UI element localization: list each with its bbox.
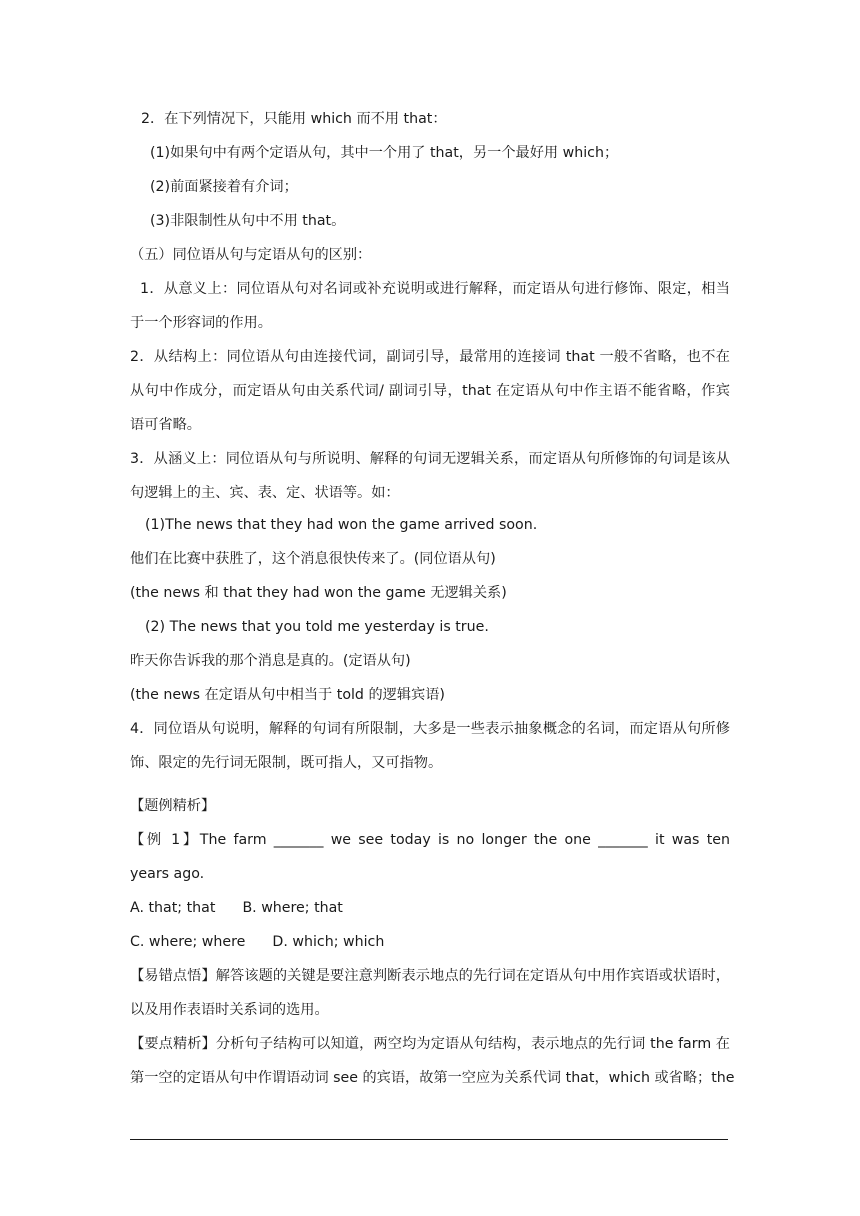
error-tip-line-1: 【易错点悟】解答该题的关键是要注意判断表示地点的先行词在定语从句中用作宾语或状语时， <box>130 968 730 984</box>
rule-2-heading: 2．在下列情况下，只能用 which 而不用 that： <box>141 111 447 127</box>
question-1-options-cd: C. where; where D. which; which <box>130 934 385 950</box>
error-tip-line-2: 以及用作表语时关系词的选用。 <box>130 1002 329 1018</box>
rule-2-item-2: (2)前面紧接着有介词； <box>150 179 298 195</box>
point-2-line-2: 从句中作成分，而定语从句由关系代词/ 副词引导，that 在定语从句中作主语不能省略，作宾 <box>130 383 730 399</box>
section-5-heading: （五）同位语从句与定语从句的区别： <box>130 247 372 263</box>
rule-2-item-3: (3)非限制性从句中不用 that。 <box>150 213 346 229</box>
example-2-note: (the news 在定语从句中相当于 told 的逻辑宾语) <box>130 687 445 703</box>
question-1-line-1: 【例 1】The farm _______ we see today is no longer the one _______ it was ten <box>130 832 730 848</box>
example-1-translation: 他们在比赛中获胜了，这个消息很快传来了。(同位语从句) <box>130 551 496 567</box>
point-2-line-1: 2．从结构上：同位语从句由连接代词，副词引导，最常用的连接词 that 一般不省略，也不在 <box>130 349 730 365</box>
examples-heading: 【题例精析】 <box>130 798 216 814</box>
example-1-note: (the news 和 that they had won the game 无逻辑关系) <box>130 585 507 601</box>
footer-divider <box>130 1139 728 1140</box>
question-1-line-2: years ago. <box>130 866 205 882</box>
point-1-line-2: 于一个形容词的作用。 <box>130 315 272 331</box>
rule-2-item-1: (1)如果句中有两个定语从句，其中一个用了 that，另一个最好用 which； <box>150 145 619 161</box>
point-2-line-3: 语可省略。 <box>130 417 201 433</box>
analysis-line-2: 第一空的定语从句中作谓语动词 see 的宾语，故第一空应为关系代词 that，which 或省略；the <box>130 1070 735 1086</box>
example-1-sentence: (1)The news that they had won the game arrived soon. <box>145 517 538 533</box>
example-2-translation: 昨天你告诉我的那个消息是真的。(定语从句) <box>130 653 411 669</box>
point-4-line-1: 4．同位语从句说明，解释的句词有所限制，大多是一些表示抽象概念的名词，而定语从句所修 <box>130 721 730 737</box>
point-3-line-1: 3．从涵义上：同位语从句与所说明、解释的句词无逻辑关系，而定语从句所修饰的句词是该从 <box>130 451 730 467</box>
question-1-options-ab: A. that; that B. where; that <box>130 900 343 916</box>
analysis-line-1: 【要点精析】分析句子结构可以知道，两空均为定语从句结构，表示地点的先行词 the farm 在 <box>130 1036 730 1052</box>
point-3-line-2: 句逻辑上的主、宾、表、定、状语等。如： <box>130 485 400 501</box>
point-1-line-1: 1．从意义上：同位语从句对名词或补充说明或进行解释，而定语从句进行修饰、限定，相当 <box>140 281 730 297</box>
example-2-sentence: (2) The news that you told me yesterday is true. <box>145 619 489 635</box>
point-4-line-2: 饰、限定的先行词无限制，既可指人，又可指物。 <box>130 755 443 771</box>
